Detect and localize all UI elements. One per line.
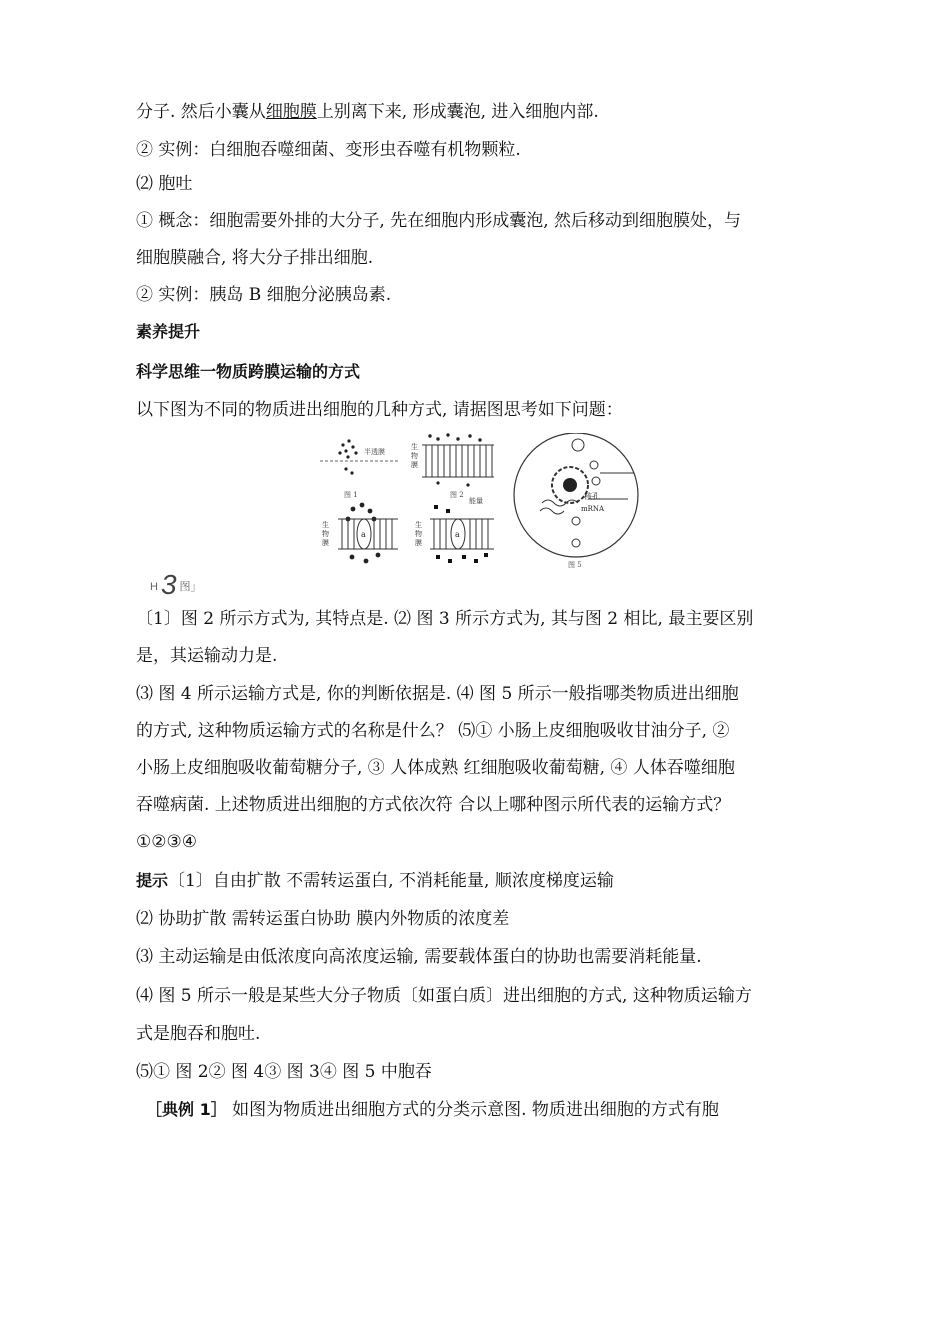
text-line-2: ② 实例：白细胞吞噬细菌、变形虫吞噬有机物颗粒. [136,140,521,160]
caption-prefix: H [150,581,158,593]
mrna-label: mRNA [581,505,605,513]
hint-line-6: ⑸① 图 2② 图 4③ 图 3④ 图 5 中胞吞 [136,1062,432,1082]
membrane-label-2c: 膜 [411,461,418,469]
text-fragment: 上别离下来, 形成囊泡, 进入细胞内部. [316,102,599,122]
text-line-5: 细胞膜融合, 将大分子排出细胞. [136,248,374,268]
figure-2-caption: 图 2 [450,491,464,499]
underlined-term: 细胞膜 [265,102,317,122]
hint-line-4: ⑷ 图 5 所示一般是某些大分子物质〔如蛋白质〕进出细胞的方式, 这种物质运输方 [136,986,752,1006]
figure-2 [411,433,494,499]
text-line-3: ⑵ 胞吐 [136,174,193,194]
text-line-1 [136,100,599,124]
example-line [146,1098,719,1122]
semi-membrane-label: 半透膜 [364,448,385,456]
example-label: ［典例 1］ [146,1100,227,1119]
caption-number: 3 [160,569,177,600]
question-line-1: 〔1〕图 2 所示方式为, 其特点是. ⑵ 图 3 所示方式为, 其与图 2 相比, 最主要区别 [136,609,754,629]
example-text: 如图为物质进出细胞方式的分类示意图. 物质进出细胞的方式有胞 [232,1100,719,1120]
nucleolus [563,478,577,492]
question-line-6: 吞噬病菌. 上述物质进出细胞的方式依次符 合以上哪种图示所代表的运输方式？ [136,795,731,815]
hint-line-3: ⑶ 主动运输是由低浓度向高浓度运输, 需要载体蛋白的协助也需要消耗能量. [136,947,702,967]
nuclear-pore-label: 核孔 [584,492,600,501]
hint-label: 提示 [136,871,169,890]
question-line-2: 是，其运输动力是. [136,646,278,666]
section-heading: 素养提升 [136,322,201,341]
hint-line-2: ⑵ 协助扩散 需转运蛋白协助 膜内外物质的浓度差 [136,909,510,929]
membrane-label-4b: 物 [415,530,422,538]
carrier-a-label-4: a [455,530,460,539]
hint-text: 〔1〕自由扩散 不需转运蛋白, 不消耗能量, 顺浓度梯度运输 [168,871,614,891]
caption-suffix: 图」 [179,581,202,593]
hint-line-1 [136,869,614,893]
figure-4 [415,496,494,563]
membrane-label-2b: 物 [411,452,418,460]
membrane-label-4a: 生 [415,521,422,529]
figure-5-caption: 图 5 [568,561,582,569]
text-fragment: 分子. 然后小囊从 [136,102,266,122]
carrier-a-label-3: a [361,530,366,539]
text-line-4: ① 概念：细胞需要外排的大分子, 先在细胞内形成囊泡, 然后移动到细胞膜处，与 [136,211,742,231]
subsection-heading: 科学思维一物质跨膜运输的方式 [136,362,361,381]
membrane-label-2a: 生 [411,443,418,451]
question-line-5: 小肠上皮细胞吸收葡萄糖分子, ③ 人体成熟 红细胞吸收葡萄糖, ④ 人体吞噬细胞 [136,758,735,778]
membrane-label-4c: 膜 [415,539,422,547]
transport-figure [318,433,644,573]
membrane-label-3a: 生 [322,521,329,529]
question-line-4: 的方式, 这种物质运输方式的名称是什么？ ⑸① 小肠上皮细胞吸收甘油分子, ② [136,721,730,741]
membrane-label-3c: 膜 [322,539,329,547]
energy-label: 能量 [469,497,483,505]
figure-3-caption [150,569,202,601]
membrane-label-3b: 物 [322,530,329,538]
figure-5 [514,433,638,569]
text-line-6: ② 实例：胰岛 B 细胞分泌胰岛素. [136,285,392,305]
question-line-7: ①②③④ [136,832,197,852]
vesicle-top [572,439,584,451]
figure-3 [322,503,398,564]
figure-1 [320,439,398,499]
figure-1-caption: 图 1 [344,491,358,499]
question-line-3: ⑶ 图 4 所示运输方式是, 你的判断依据是. ⑷ 图 5 所示一般指哪类物质进出细胞 [136,684,739,704]
hint-line-5: 式是胞吞和胞吐. [136,1024,261,1044]
intro-line: 以下图为不同的物质进出细胞的几种方式, 请据图思考如下问题： [136,400,623,420]
